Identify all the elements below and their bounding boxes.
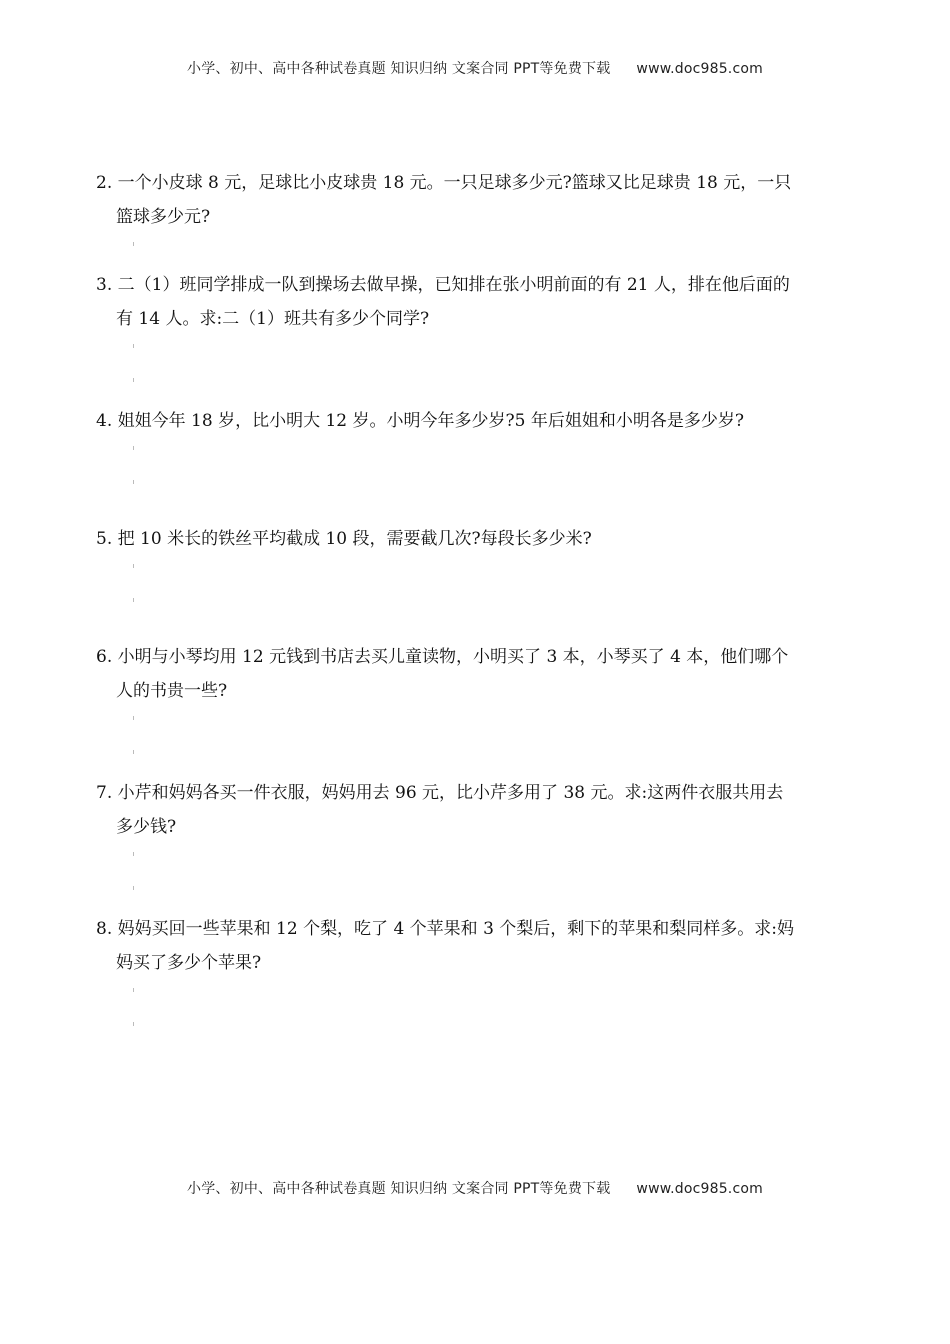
problem-3-line-2: 有 14 人。求:二（1）班共有多少个同学? — [116, 309, 430, 329]
answer-space — [96, 556, 866, 590]
answer-space — [96, 708, 866, 742]
problem-2-line-1: 2. 一个小皮球 8 元，足球比小皮球贵 18 元。一只足球多少元?篮球又比足球贵 18 元，一只 — [96, 173, 792, 193]
problem-2 — [96, 166, 866, 268]
answer-space — [96, 438, 866, 472]
answer-space — [96, 1014, 866, 1048]
answer-space — [96, 336, 866, 370]
page-footer — [0, 1178, 950, 1198]
header-text: 小学、初中、高中各种试卷真题 知识归纳 文案合同 PPT等免费下载 — [187, 61, 611, 77]
answer-space — [96, 844, 866, 878]
answer-space — [96, 980, 866, 1014]
answer-space — [96, 878, 866, 912]
problem-8-line-2: 妈买了多少个苹果? — [116, 953, 262, 973]
problem-3-line-1: 3. 二（1）班同学排成一队到操场去做早操，已知排在张小明前面的有 21 人，排在他后面的 — [96, 275, 790, 295]
problem-6-line-2: 人的书贵一些? — [116, 681, 228, 701]
answer-space — [96, 234, 866, 268]
problem-3 — [96, 268, 866, 404]
footer-url[interactable]: www.doc985.com — [636, 1181, 763, 1197]
problem-6 — [96, 640, 866, 776]
problem-6-line-1: 6. 小明与小琴均用 12 元钱到书店去买儿童读物，小明买了 3 本，小琴买了 4 本，他们哪个 — [96, 647, 789, 667]
problem-5-line-1: 5. 把 10 米长的铁丝平均截成 10 段，需要截几次?每段长多少米? — [96, 529, 592, 549]
answer-space — [96, 370, 866, 404]
problem-7 — [96, 776, 866, 912]
answer-space — [96, 472, 866, 506]
problem-8 — [96, 912, 866, 1048]
problem-5 — [96, 522, 866, 624]
problem-2-line-2: 篮球多少元? — [116, 207, 211, 227]
problem-list — [96, 166, 866, 1048]
answer-space — [96, 742, 866, 776]
header-url[interactable]: www.doc985.com — [636, 61, 763, 77]
problem-4 — [96, 404, 866, 506]
problem-8-line-1: 8. 妈妈买回一些苹果和 12 个梨，吃了 4 个苹果和 3 个梨后，剩下的苹果和梨同样多。求:妈 — [96, 919, 795, 939]
footer-text: 小学、初中、高中各种试卷真题 知识归纳 文案合同 PPT等免费下载 — [187, 1181, 611, 1197]
problem-7-line-2: 多少钱? — [116, 817, 177, 837]
page-header — [0, 58, 950, 78]
problem-4-line-1: 4. 姐姐今年 18 岁，比小明大 12 岁。小明今年多少岁?5 年后姐姐和小明各是多少岁? — [96, 411, 744, 431]
answer-space — [96, 590, 866, 624]
problem-7-line-1: 7. 小芹和妈妈各买一件衣服，妈妈用去 96 元，比小芹多用了 38 元。求:这两件衣服共用去 — [96, 783, 784, 803]
